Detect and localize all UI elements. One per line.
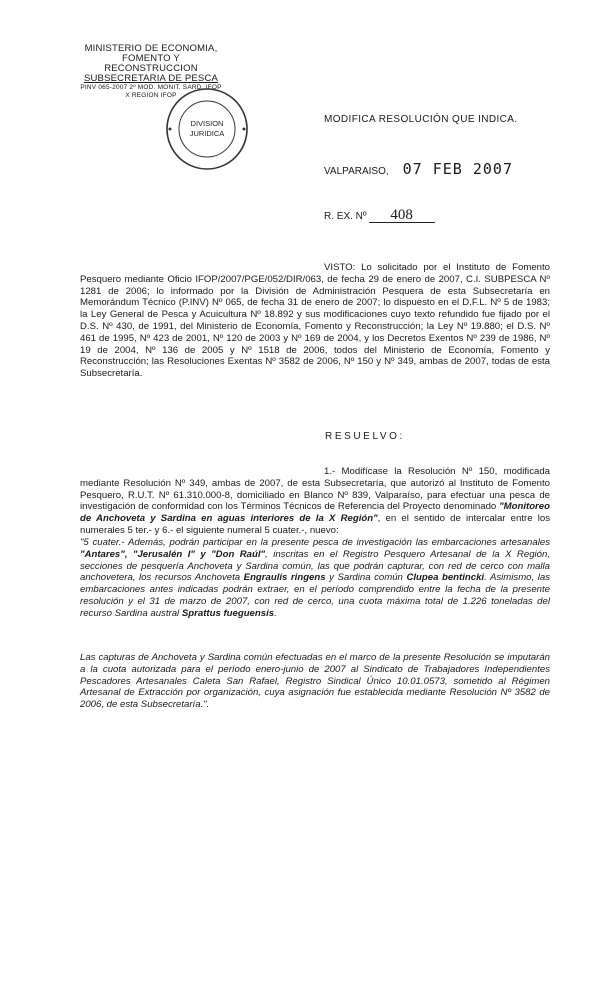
quote1-text-e: . <box>274 607 277 619</box>
quote1-text-a: "5 cuater.- Además, podrán participar en la presente pesca de investigación las embarcaciones artesanales <box>80 537 550 548</box>
header-line-subsecretaria: SUBSECRETARIA DE PESCA <box>83 73 219 84</box>
header-line-fomento: FOMENTO Y RECONSTRUCCION <box>104 53 198 74</box>
article-1-text-a: 1.- Modifícase la Resolución Nº 150, modificada mediante Resolución Nº 349, ambas de 2007, de esta Subsecretaría, que autorizó al Instituto de Fomento Pesquero, R.U.T. Nº 61.310.000-8, domiciliado en Blanco Nº 839, Valparaíso, para efectuar una pesca de investigación de conformidad con los Términos Técnicos de Referencia del Proyecto denominado <box>80 466 550 513</box>
header-line-reference: PINV 065-2007 2º MOD. MONIT. SARD. IFOP <box>80 84 222 91</box>
quoted-captures-paragraph: Las capturas de Anchoveta y Sardina común efectuadas en el marco de la presente Resolución se imputarán a la cuota autorizada para el período enero-junio de 2007 al Sindicato de Trabajadores Independientes Pescadores Artesanales Caleta San Rafael, Registro Sindical Único 10.01.0573, sometido al Régimen Artesanal de Extracción por organización, cuya asignación fue establecida mediante Resolución Nº 3582 de 2006, de esta Subsecretaría.". <box>80 652 550 711</box>
visto-paragraph: VISTO: Lo solicitado por el Instituto de Fomento Pesquero mediante Oficio IFOP/2007/PGE/052/DIR/063, de fecha 29 de enero de 2007, C.I. SUBPESCA Nº 1281 de 2006; lo informado por la División de Administración Pesquera de esta Subsecretaría en Memorándum Técnico (P.INV) Nº 065, de fecha 31 de enero de 2007; lo dispuesto en el D.F.L. Nº 5 de 1983; la Ley General de Pesca y Acuicultura Nº 18.892 y sus modificaciones cuyo texto refundido fue fijado por el D.S. Nº 430, de 1991, del Ministerio de Economía, Fomento y Reconstrucción; la Ley Nº 19.880; el D.S. Nº 461 de 1995, Nº 423 de 2001, Nº 120 de 2003 y Nº 169 de 2004, y los Decretos Exentos Nº 239 de 1986, Nº 19 de 2004, Nº 136 de 2005 y Nº 1518 de 2006, todos del Ministerio de Economía, Fomento y Reconstrucción; las Resoluciones Exentas Nº 3582 de 2006, Nº 150 y Nº 349, ambas de 2007, todas de esta Subsecretaría. <box>80 262 550 380</box>
header-line-region: X REGION IFOP <box>125 92 177 99</box>
stamp-text-juridica: JURIDICA <box>189 129 225 138</box>
city: VALPARAISO, <box>324 166 389 177</box>
project-name: "Monitoreo de Anchoveta y Sardina en aguas interiores de la X Región" <box>80 501 550 525</box>
date-stamp: 07 FEB 2007 <box>402 160 513 178</box>
quote1-text-d: . Asimismo, las embarcaciones antes indicadas podrán extraer, en el período comprendido entre la fecha de la presente resolución y el 31 de marzo de 2007, con red de cerco, una cuota máxima total de 1.226 toneladas del recurso Sardina austral <box>80 572 550 619</box>
place-date-line <box>324 160 513 178</box>
species-engraulis: Engraulis ringens <box>243 572 326 584</box>
division-juridica-stamp <box>164 86 250 172</box>
species-clupea: Clupea bentincki <box>406 572 485 584</box>
quote1-text-b: , inscritas en el Registro Pesquero Artesanal de la X Región, secciones de pesquería Anchoveta y Sardina común, las que podrán capturar, con red de cerco con malla anchovetera, los recursos Anchoveta <box>80 548 550 584</box>
species-sprattus: Sprattus fueguensis <box>181 607 275 619</box>
resolution-number-line <box>324 208 435 223</box>
document-subject: MODIFICA RESOLUCIÓN QUE INDICA. <box>324 114 518 125</box>
resuelvo-heading: RESUELVO: <box>325 431 405 442</box>
rex-label: R. EX. Nº <box>324 211 367 222</box>
stamp-text-division: DIVISION <box>190 119 224 128</box>
boat-names: "Antares", "Jerusalén I" y "Don Raúl" <box>80 548 266 560</box>
article-1-paragraph <box>80 466 550 537</box>
article-1-text-b: , en el sentido de intercalar entre los numerales 5 ter.- y 6.- el siguiente numeral 5 cuater.-, nuevo: <box>80 513 550 536</box>
header-line-ministry: MINISTERIO DE ECONOMIA, <box>84 43 218 54</box>
quoted-numeral-5-cuater <box>80 537 550 620</box>
quote1-text-c: y Sardina común <box>325 572 407 584</box>
rex-number: 408 <box>369 208 435 223</box>
